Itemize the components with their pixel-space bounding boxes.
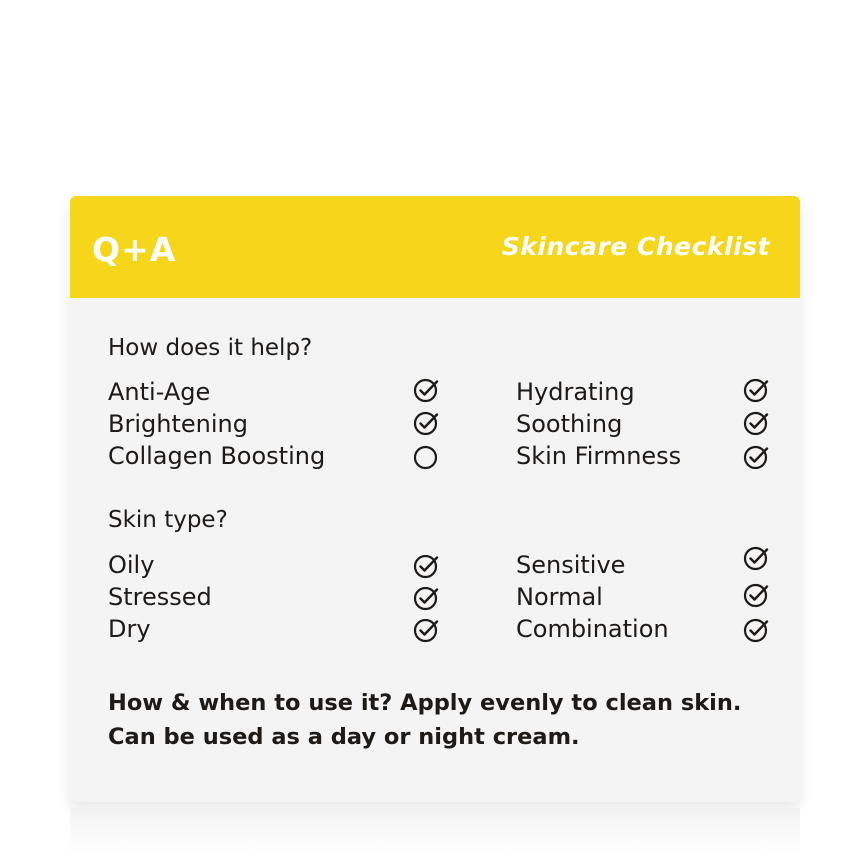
help-right-label-0: Hydrating xyxy=(516,378,635,406)
help-heading: How does it help? xyxy=(108,335,313,361)
product-card xyxy=(70,196,800,802)
check-circle-icon xyxy=(743,617,769,643)
skin-right-label-1: Normal xyxy=(516,583,603,611)
check-circle-icon xyxy=(743,582,769,608)
help-left-check-0 xyxy=(413,377,439,403)
skin-heading: Skin type? xyxy=(108,507,228,533)
check-circle-icon xyxy=(413,410,439,436)
skin-right-check-2 xyxy=(743,617,769,643)
skin-right-label-0: Sensitive xyxy=(516,551,626,579)
check-circle-icon xyxy=(743,410,769,436)
help-right-label-1: Soothing xyxy=(516,410,623,438)
check-circle-icon xyxy=(413,617,439,643)
help-left-label-1: Brightening xyxy=(108,410,248,438)
check-circle-icon xyxy=(413,377,439,403)
card-header xyxy=(70,196,800,298)
help-right-check-2 xyxy=(743,444,769,470)
skin-left-label-2: Dry xyxy=(108,615,151,643)
help-right-label-2: Skin Firmness xyxy=(516,442,682,470)
help-left-label-0: Anti-Age xyxy=(108,378,211,406)
check-circle-icon xyxy=(743,377,769,403)
empty-circle-icon xyxy=(413,444,439,470)
skin-left-label-0: Oily xyxy=(108,551,155,579)
usage-line-2: Can be used as a day or night cream. xyxy=(108,724,580,750)
skin-left-check-2 xyxy=(413,617,439,643)
help-left-check-1 xyxy=(413,410,439,436)
skin-right-label-2: Combination xyxy=(516,615,669,643)
skin-left-check-1 xyxy=(413,585,439,611)
check-circle-icon xyxy=(743,545,769,571)
skin-left-label-1: Stressed xyxy=(108,583,212,611)
check-circle-icon xyxy=(743,444,769,470)
skin-right-check-1 xyxy=(743,582,769,608)
usage-line-1: How & when to use it? Apply evenly to clean skin. xyxy=(108,690,742,716)
check-circle-icon xyxy=(413,553,439,579)
checklist-title: Skincare Checklist xyxy=(501,232,770,261)
help-left-check-2 xyxy=(413,444,439,470)
help-right-check-0 xyxy=(743,377,769,403)
help-right-check-1 xyxy=(743,410,769,436)
skin-left-check-0 xyxy=(413,553,439,579)
card-reflection xyxy=(70,808,800,858)
check-circle-icon xyxy=(413,585,439,611)
skin-right-check-0 xyxy=(743,545,769,571)
brand-logo: Q+A xyxy=(92,230,177,269)
help-left-label-2: Collagen Boosting xyxy=(108,442,326,470)
